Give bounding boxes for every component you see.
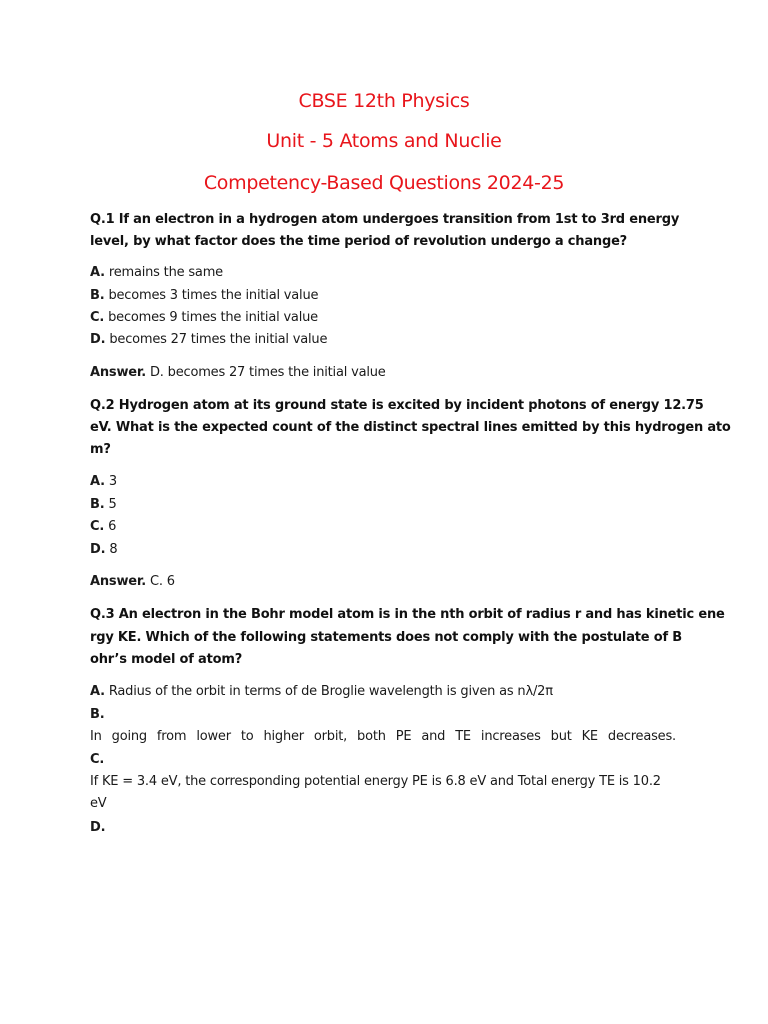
option-label: A. xyxy=(90,265,105,280)
question-3-option-d-label xyxy=(90,817,109,839)
option-label: B. xyxy=(90,497,105,512)
question-2-option-c xyxy=(90,516,116,538)
question-2-line-1: Q.2 Hydrogen atom at its ground state is excited by incident photons of energy 12.75 xyxy=(90,398,704,413)
title-line-1: CBSE 12th Physics xyxy=(298,90,470,112)
question-2-option-b xyxy=(90,494,117,516)
option-label: D. xyxy=(90,332,106,347)
answer-text: C. 6 xyxy=(149,574,175,589)
option-text: remains the same xyxy=(108,265,223,280)
option-label: C. xyxy=(90,310,105,325)
question-3-option-b-label xyxy=(90,704,108,726)
question-2-line-3: m? xyxy=(90,442,111,457)
question-3-line-3: ohr’s model of atom? xyxy=(90,652,243,667)
title-line-3: Competency-Based Questions 2024-25 xyxy=(203,172,565,194)
question-1-option-a xyxy=(90,262,223,284)
question-1-answer xyxy=(90,362,386,384)
answer-label: Answer. xyxy=(90,365,146,380)
option-label: A. xyxy=(90,474,105,489)
option-text: 3 xyxy=(108,474,117,489)
option-text: becomes 3 times the initial value xyxy=(108,288,319,303)
question-2-option-a xyxy=(90,471,117,493)
question-2-option-d xyxy=(90,539,117,561)
question-2-line-2: eV. What is the expected count of the distinct spectral lines emitted by this hydrogen ato xyxy=(90,420,731,435)
question-3-line-1: Q.3 An electron in the Bohr model atom is in the nth orbit of radius r and has kinetic ene xyxy=(90,607,725,622)
option-text: becomes 27 times the initial value xyxy=(109,332,328,347)
question-1-option-b xyxy=(90,285,318,307)
question-3-option-a xyxy=(90,681,553,703)
option-text: Radius of the orbit in terms of de Broglie wavelength is given as nλ/2π xyxy=(108,684,553,699)
answer-label: Answer. xyxy=(90,574,146,589)
option-label: D. xyxy=(90,820,106,835)
title-line-2: Unit - 5 Atoms and Nuclie xyxy=(266,130,502,152)
question-3-option-c-label xyxy=(90,749,108,771)
question-1-option-c xyxy=(90,307,318,329)
question-3-line-2: rgy KE. Which of the following statements does not comply with the postulate of B xyxy=(90,630,682,645)
question-3-option-c-text: If KE = 3.4 eV, the corresponding potential energy PE is 6.8 eV and Total energy TE is 10.2 eV xyxy=(90,774,661,811)
answer-text: D. becomes 27 times the initial value xyxy=(149,365,386,380)
question-3-option-b-text: In going from lower to higher orbit, both PE and TE increases but KE decreases. xyxy=(90,729,676,744)
option-label: A. xyxy=(90,684,105,699)
option-label: B. xyxy=(90,707,105,722)
option-text: 8 xyxy=(109,542,118,557)
question-2-answer xyxy=(90,571,175,593)
option-label: C. xyxy=(90,519,105,534)
option-text: 5 xyxy=(108,497,117,512)
option-text: becomes 9 times the initial value xyxy=(108,310,318,325)
question-1-text: Q.1 If an electron in a hydrogen atom undergoes transition from 1st to 3rd energy level, by what factor does the time period of revolution undergo a change? xyxy=(90,212,680,249)
option-text: 6 xyxy=(108,519,117,534)
question-1-option-d xyxy=(90,329,327,351)
option-label: B. xyxy=(90,288,105,303)
option-label: C. xyxy=(90,752,105,767)
option-label: D. xyxy=(90,542,106,557)
